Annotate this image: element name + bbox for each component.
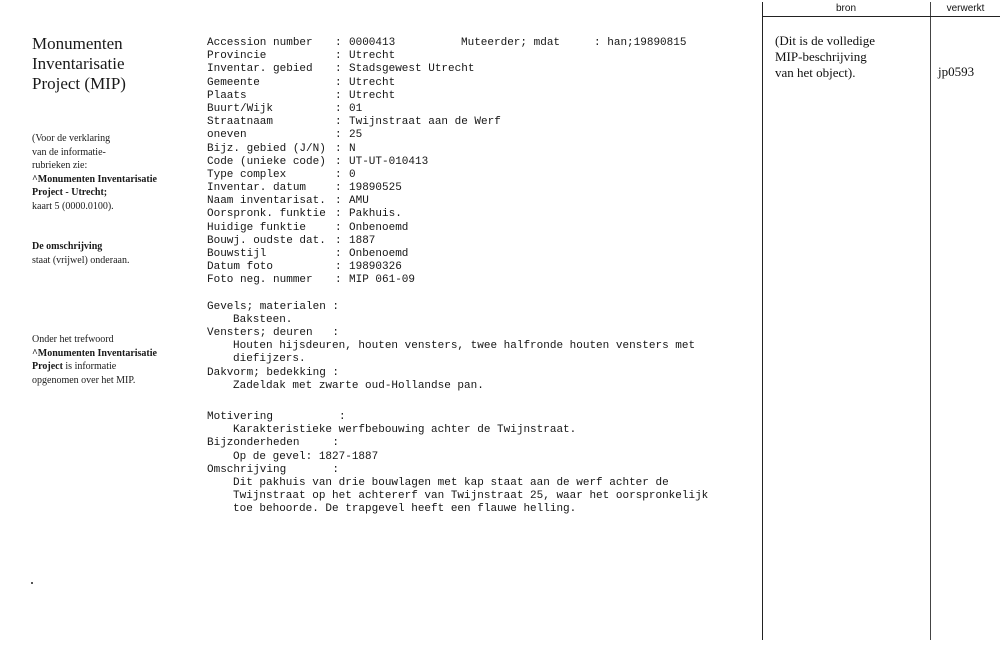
section-text: Karakteristieke werfbebouwing achter de Twijnstraat.: [233, 424, 577, 437]
section-text: Zadeldak met zwarte oud-Hollandse pan.: [233, 379, 484, 392]
field-label: Provincie: [207, 50, 267, 63]
mutator-field: [461, 37, 686, 50]
sidebar-note-description: [32, 240, 202, 267]
field-separator: :: [335, 208, 342, 221]
note-keyword-bold: ^Monumenten Inventarisatie: [32, 347, 157, 359]
sidebar-title: [32, 34, 202, 94]
sidebar-title-line: Monumenten: [32, 34, 123, 53]
field-separator: :: [335, 76, 342, 89]
record-field-row: [207, 222, 747, 235]
field-separator: :: [335, 102, 342, 115]
field-label: oneven: [207, 129, 247, 142]
stray-dot: [31, 582, 33, 584]
field-value: Utrecht: [349, 50, 396, 63]
field-label: Oorspronk. funktie: [207, 208, 326, 221]
record-field-row: [207, 182, 747, 195]
record-sections-a: [207, 301, 747, 393]
record-fields: [207, 37, 747, 288]
column-header-bron: bron: [835, 3, 856, 14]
field-separator: :: [335, 37, 342, 49]
field-label: Huidige funktie: [207, 221, 307, 234]
field-value: N: [349, 142, 356, 155]
sidebar-note-keyword: [32, 333, 202, 387]
bron-line: (Dit is de volledige: [775, 33, 876, 48]
field-separator: :: [335, 274, 342, 287]
field-separator: :: [335, 129, 342, 142]
record-field-row: [207, 261, 747, 274]
field-label: Buurt/Wijk: [207, 102, 274, 115]
field-value: 1887: [349, 234, 376, 247]
sidebar-title-line: Inventarisatie: [32, 54, 125, 73]
field-separator: :: [335, 89, 342, 102]
note-keyword-line: Onder het trefwoord: [32, 334, 114, 345]
sidebar-title-line: Project (MIP): [32, 74, 126, 93]
field-separator: :: [335, 234, 342, 247]
record-field-row: [207, 129, 747, 142]
section-text: Op de gevel: 1827-1887: [233, 450, 379, 463]
note-reference-line: (Voor de verklaring: [32, 133, 111, 144]
record-section: [207, 301, 747, 327]
note-description-rest: staat (vrijwel) onderaan.: [32, 254, 130, 266]
field-label: Foto neg. nummer: [207, 274, 313, 287]
mutator-value: han;19890815: [607, 37, 687, 49]
field-value: Stadsgewest Utrecht: [349, 63, 475, 76]
record-field-row: [207, 143, 747, 156]
section-label: Dakvorm; bedekking :: [207, 366, 340, 379]
section-label: Omschrijving :: [207, 463, 340, 476]
record-section: [207, 367, 747, 393]
field-label: Naam inventarisat.: [207, 195, 326, 208]
field-separator: :: [335, 116, 342, 129]
field-separator: :: [335, 155, 342, 168]
mutator-sep: :: [594, 37, 601, 49]
field-label: Inventar. datum: [207, 182, 307, 195]
field-value: AMU: [349, 195, 369, 208]
field-value: 19890525: [349, 182, 402, 195]
record-field-row: [207, 169, 747, 182]
field-label: Datum foto: [207, 261, 274, 274]
note-description-bold: De omschrijving: [32, 241, 103, 252]
bron-line: van het object).: [775, 65, 856, 80]
record-field-row: [207, 90, 747, 103]
field-separator: :: [335, 261, 342, 274]
field-label: Code (unieke code): [207, 155, 326, 168]
field-value: 25: [349, 129, 363, 142]
field-separator: :: [335, 182, 342, 195]
field-separator: :: [335, 168, 342, 181]
field-value: UT-UT-010413: [349, 155, 429, 168]
record-section: [207, 411, 747, 437]
verwerkt-value: jp0593: [938, 64, 975, 79]
note-keyword-bold-project: Project: [32, 361, 63, 372]
field-label: Straatnaam: [207, 116, 274, 129]
field-separator: :: [335, 63, 342, 76]
table-header-rule: [762, 16, 1000, 17]
record-field-row: [207, 50, 747, 63]
field-separator: :: [335, 248, 342, 260]
section-label: Vensters; deuren :: [207, 326, 340, 339]
section-text: Houten hijsdeuren, houten vensters, twee halfronde houten vensters met diefijzers.: [233, 340, 696, 366]
section-label: Motivering :: [207, 410, 346, 423]
section-label: Bijzonderheden :: [207, 437, 340, 450]
field-separator: :: [335, 195, 342, 208]
field-label: Accession number: [207, 37, 313, 49]
mip-record: [207, 37, 747, 517]
field-value: MIP 061-09: [349, 274, 416, 287]
record-field-row: [207, 77, 747, 90]
field-label: Bouwj. oudste dat.: [207, 234, 326, 247]
record-sections-b: [207, 411, 747, 517]
field-value: 0000413: [349, 37, 396, 49]
record-field-row: [207, 116, 747, 129]
field-label: Bijz. gebied (J/N): [207, 142, 326, 155]
record-field-row: [207, 63, 747, 76]
field-value: 0: [349, 168, 356, 181]
note-keyword-rest: is informatie: [62, 361, 117, 372]
column-header-verwerkt: verwerkt: [946, 3, 985, 14]
field-label: Bouwstijl: [207, 248, 267, 260]
field-separator: :: [335, 221, 342, 234]
field-label: Inventar. gebied: [207, 63, 313, 76]
field-separator: :: [335, 142, 342, 155]
record-field-row: [207, 103, 747, 116]
field-value: Onbenoemd: [349, 221, 409, 234]
record-field-row: [207, 156, 747, 169]
table-divider-left: [762, 2, 763, 640]
field-value: Pakhuis.: [349, 208, 402, 221]
record-field-row: [207, 195, 747, 208]
note-reference-line: rubrieken zie:: [32, 160, 88, 171]
mutator-label: Muteerder; mdat: [461, 37, 561, 49]
sidebar-note-reference: [32, 132, 202, 213]
section-label: Gevels; materialen :: [207, 300, 340, 313]
note-reference-last: kaart 5 (0000.0100).: [32, 200, 114, 212]
section-text: Baksteen.: [233, 313, 293, 326]
note-reference-line: van de informatie-: [32, 146, 106, 158]
field-value: Onbenoemd: [349, 248, 409, 260]
field-label: Plaats: [207, 89, 247, 102]
field-value: Utrecht: [349, 89, 396, 102]
field-value: Twijnstraat aan de Werf: [349, 116, 501, 129]
note-reference-bold: ^Monumenten Inventarisatie: [32, 173, 157, 185]
section-text: Dit pakhuis van drie bouwlagen met kap staat aan de werf achter de Twijnstraat op het achtererf van Twijnstraat 25, waar het oorspronkelijk toe behoorde. De trapgevel heeft een flauwe helling.: [233, 477, 709, 516]
note-reference-bold: Project - Utrecht;: [32, 187, 108, 198]
table-divider-mid: [930, 2, 931, 640]
field-value: 19890326: [349, 261, 402, 274]
record-section: [207, 464, 747, 517]
bron-line: MIP-beschrijving: [775, 49, 867, 64]
field-value: Utrecht: [349, 76, 396, 89]
record-field-row: [207, 248, 747, 261]
note-keyword-line4: opgenomen over het MIP.: [32, 374, 136, 386]
record-section: [207, 327, 747, 367]
field-label: Gemeente: [207, 76, 260, 89]
field-separator: :: [335, 50, 342, 63]
bron-description: [775, 33, 925, 81]
record-field-row: [207, 208, 747, 221]
record-field-row: [207, 274, 747, 287]
field-label: Type complex: [207, 168, 287, 181]
field-value: 01: [349, 102, 363, 115]
record-field-row: [207, 235, 747, 248]
record-section: [207, 437, 747, 463]
